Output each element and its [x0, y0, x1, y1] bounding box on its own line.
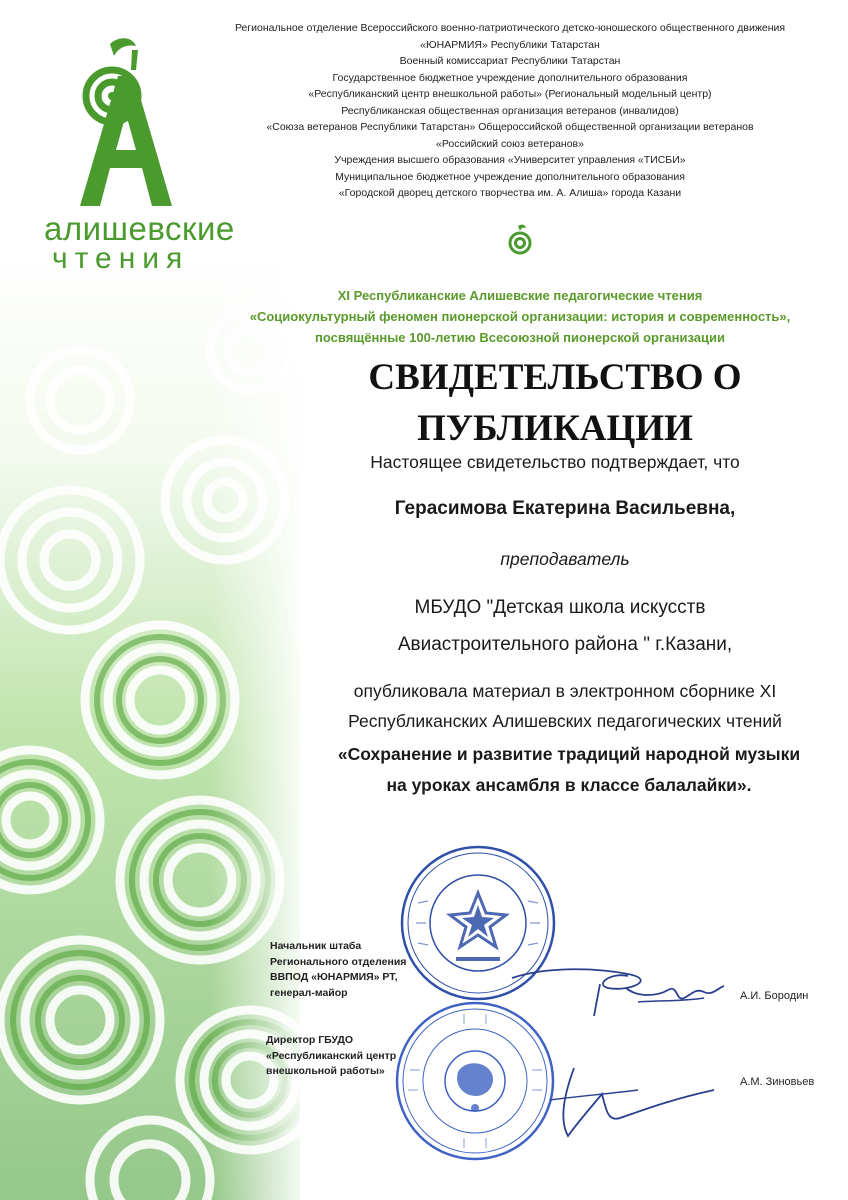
org-line: «Городской дворец детского творчества им. А. Алиша» города Казани: [338, 187, 682, 199]
org-line: «ЮНАРМИЯ» Республики Татарстан: [420, 38, 600, 51]
signatory-title: [266, 1033, 396, 1080]
org-line: Республиканская общественная организация ветеранов (инвалидов): [341, 104, 679, 117]
event-line: посвящённые 100-летию Всесоюзной пионерской организации: [315, 330, 725, 345]
org-line: «Российский союз ветеранов»: [436, 137, 584, 150]
organizers-list: [196, 20, 824, 202]
recipient-position: преподаватель: [500, 549, 630, 569]
org-line: Государственное бюджетное учреждение дополнительного образования: [332, 71, 688, 84]
signatory-title-line: Начальник штаба: [270, 940, 362, 952]
event-line: «Социокультурный феномен пионерской организации: история и современность»,: [249, 309, 791, 324]
org-line: Региональное отделение Всероссийского военно-патриотического детско-юношеского общественного движения: [234, 22, 786, 34]
signatory-name: А.И. Бородин: [740, 990, 809, 1002]
signatory-title-line: Регионального отделения: [270, 955, 407, 968]
signatory-title-line: Директор ГБУДО: [266, 1034, 354, 1046]
event-info: [200, 285, 840, 348]
publication-title: на уроках ансамбля в классе балалайки».: [386, 775, 752, 795]
org-line: Учреждения высшего образования «Университет управления «ТИСБИ»: [334, 154, 686, 166]
signatory-name: А.М. Зиновьев: [740, 1076, 815, 1088]
publication-text: Республиканских Алишевских педагогических чтений: [348, 711, 782, 731]
apple-swirl-icon: [508, 224, 532, 256]
signature-borodin: [508, 958, 728, 1022]
signatory-title: [270, 939, 406, 1001]
signatory-title-line: генерал-майор: [270, 986, 348, 999]
publication-title: «Сохранение и развитие традиций народной музыки: [337, 744, 801, 764]
org-line: Военный комиссариат Республики Татарстан: [399, 55, 621, 67]
institution-line: МБУДО "Детская школа искусств: [414, 597, 706, 618]
signatory-title-line: «Республиканский центр: [266, 1049, 397, 1062]
logo-text-line1: алишевские: [44, 210, 235, 247]
event-line: XI Республиканские Алишевские педагогические чтения: [337, 288, 703, 303]
signatory-title-line: ВВПОД «ЮНАРМИЯ» РТ,: [270, 971, 398, 983]
logo-text-line2: чтения: [52, 242, 190, 275]
certificate-title: СВИДЕТЕЛЬСТВО О ПУБЛИКАЦИИ: [368, 357, 742, 449]
confirmation-text: Настоящее свидетельство подтверждает, что: [370, 452, 740, 472]
institution-line: Авиастроительного района " г.Казани,: [397, 634, 733, 655]
publication-text: опубликовала материал в электронном сборнике XI: [353, 681, 777, 701]
rcvr-stamp: [394, 1000, 556, 1162]
signatory-title-line: внешкольной работы»: [266, 1065, 385, 1077]
recipient-name: Герасимова Екатерина Васильевна,: [394, 498, 736, 519]
signature-zinoviev: [548, 1060, 718, 1140]
org-line: «Союза ветеранов Республики Татарстан» Общероссийской общественной организации ветеранов: [266, 121, 754, 133]
org-line: Муниципальное бюджетное учреждение дополнительного образования: [335, 170, 685, 183]
org-line: «Республиканский центр внешкольной работы» (Региональный модельный центр): [308, 88, 712, 100]
